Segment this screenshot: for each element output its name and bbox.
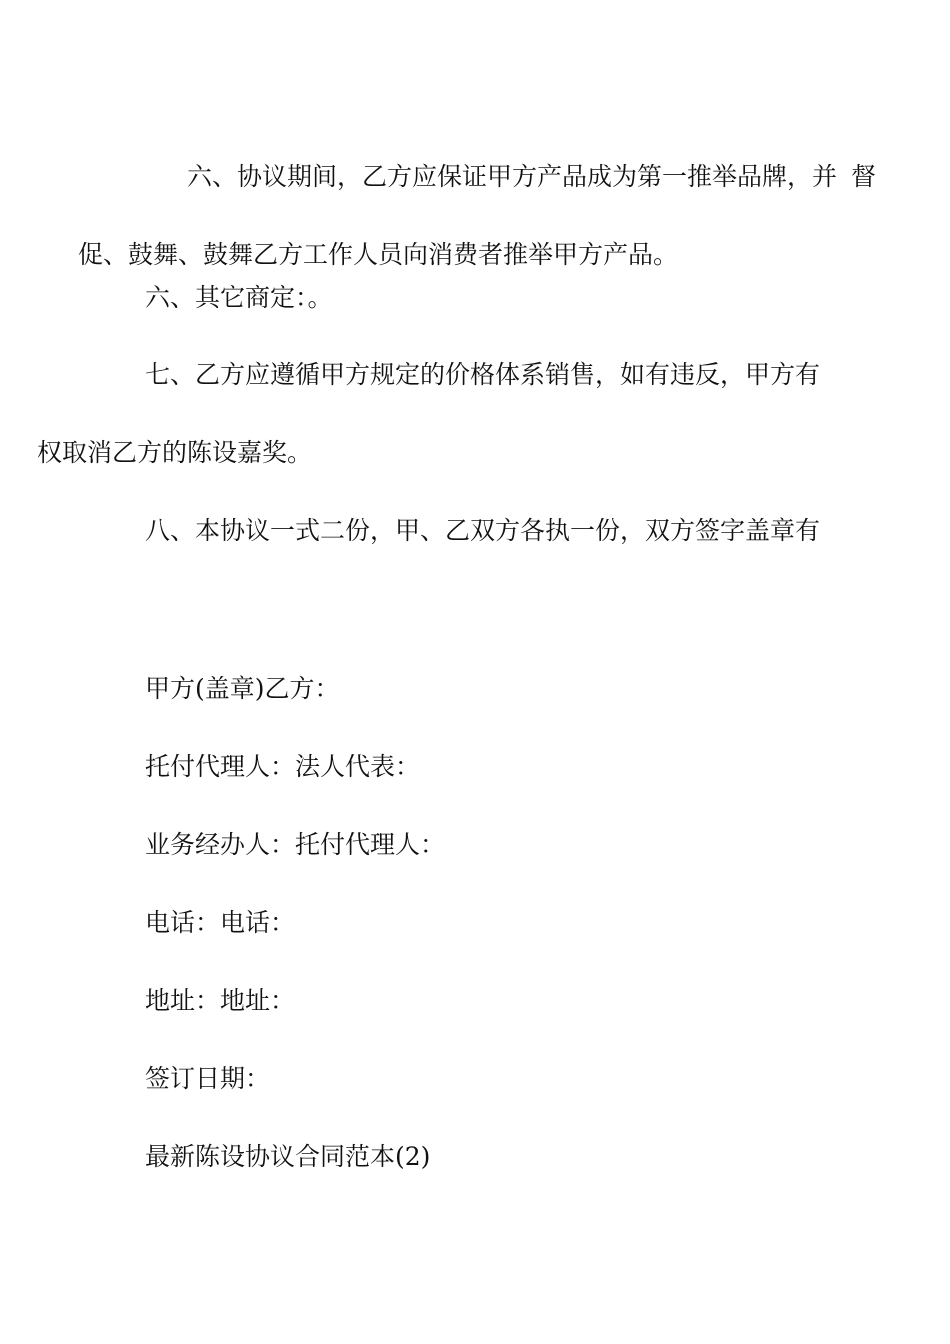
next-document-title: 最新陈设协议合同范本(2) — [145, 1142, 431, 1171]
clause-6-line-1-tail: 督 — [851, 162, 877, 191]
clause-7-line-1: 七、乙方应遵循甲方规定的价格体系销售，如有违反，甲方有 — [145, 360, 821, 389]
signature-party-line: 甲方(盖章)乙方： — [145, 674, 340, 703]
signature-address-line: 地址：地址： — [145, 986, 296, 1015]
clause-7-line-2: 权取消乙方的陈设嘉奖。 — [37, 438, 313, 467]
signature-date-line: 签订日期： — [145, 1064, 271, 1093]
clause-6-other: 六、其它商定：。 — [145, 283, 333, 312]
clause-6-line-1 — [187, 162, 876, 192]
clause-6-line-2: 促、鼓舞、鼓舞乙方工作人员向消费者推举甲方产品。 — [78, 240, 679, 269]
clause-6-line-1-text: 六、协议期间，乙方应保证甲方产品成为第一推举品牌，并 — [187, 162, 838, 191]
signature-agent-line: 托付代理人：法人代表： — [145, 752, 421, 781]
clause-8: 八、本协议一式二份，甲、乙双方各执一份，双方签字盖章有 — [145, 516, 821, 545]
signature-handler-line: 业务经办人：托付代理人： — [145, 830, 446, 859]
signature-phone-line: 电话：电话： — [145, 908, 296, 937]
